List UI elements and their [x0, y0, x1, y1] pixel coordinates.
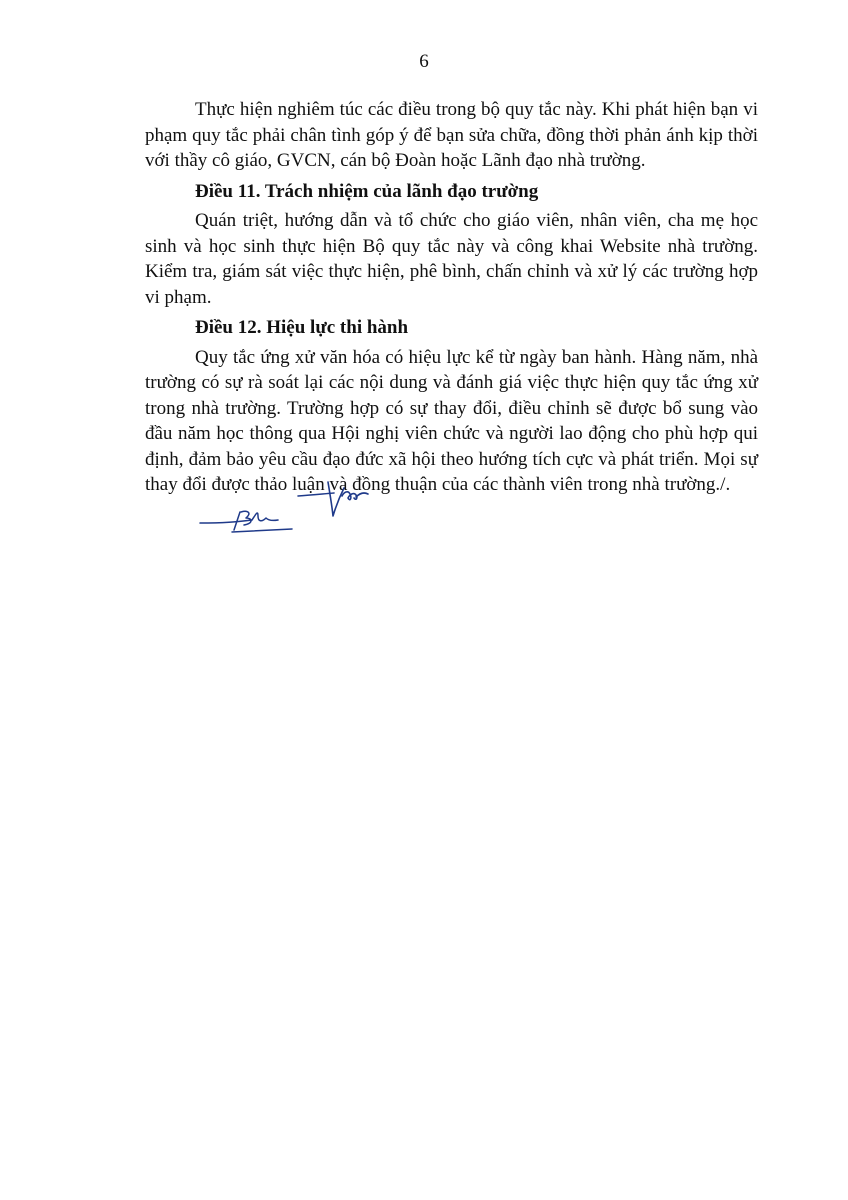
article-11-body: Quán triệt, hướng dẫn và tổ chức cho giáo viên, nhân viên, cha mẹ học sinh và học sinh thực hiện Bộ quy tắc này và công khai Website nhà trường. Kiểm tra, giám sát việc thực hiện, phê bình, chấn chỉnh và xử lý các trường hợp vi phạm. [145, 210, 758, 308]
article-12-body-text: Quy tắc ứng xử văn hóa có hiệu lực kể từ ngày ban hành. Hàng năm, nhà trường có sự rà soát lại các nội dung và đánh giá việc thực hiện quy tắc ứng xử trong nhà trường. Trường hợp có sự thay đổi, điều chỉnh sẽ được bổ sung vào đầu năm học thông qua Hội nghị viên chức và người lao động cho phù hợp qui định, đảm bảo yêu cầu đạo đức xã hội theo hướng tích cực và phát triển. Mọi sự thay đổi được thảo luận và đồng thuận của các thành viên [145, 346, 758, 495]
article-11-heading: Điều 11. Trách nhiệm của lãnh đạo trường [195, 180, 539, 202]
document-body [145, 97, 758, 498]
intro-paragraph: Thực hiện nghiêm túc các điều trong bộ quy tắc này. Khi phát hiện bạn vi phạm quy tắc phải chân tình góp ý để bạn sửa chữa, đồng thời phản ánh kịp thời với thầy cô giáo, GVCN, cán bộ Đoàn hoặc Lãnh đạo nhà trường. [145, 99, 758, 171]
article-12-body [145, 345, 758, 498]
article-12-closing: trong nhà trường./. [587, 474, 731, 495]
initial-signature-left-icon [200, 511, 292, 532]
article-12-heading: Điều 12. Hiệu lực thi hành [195, 317, 409, 338]
page-number: 6 [419, 51, 429, 72]
